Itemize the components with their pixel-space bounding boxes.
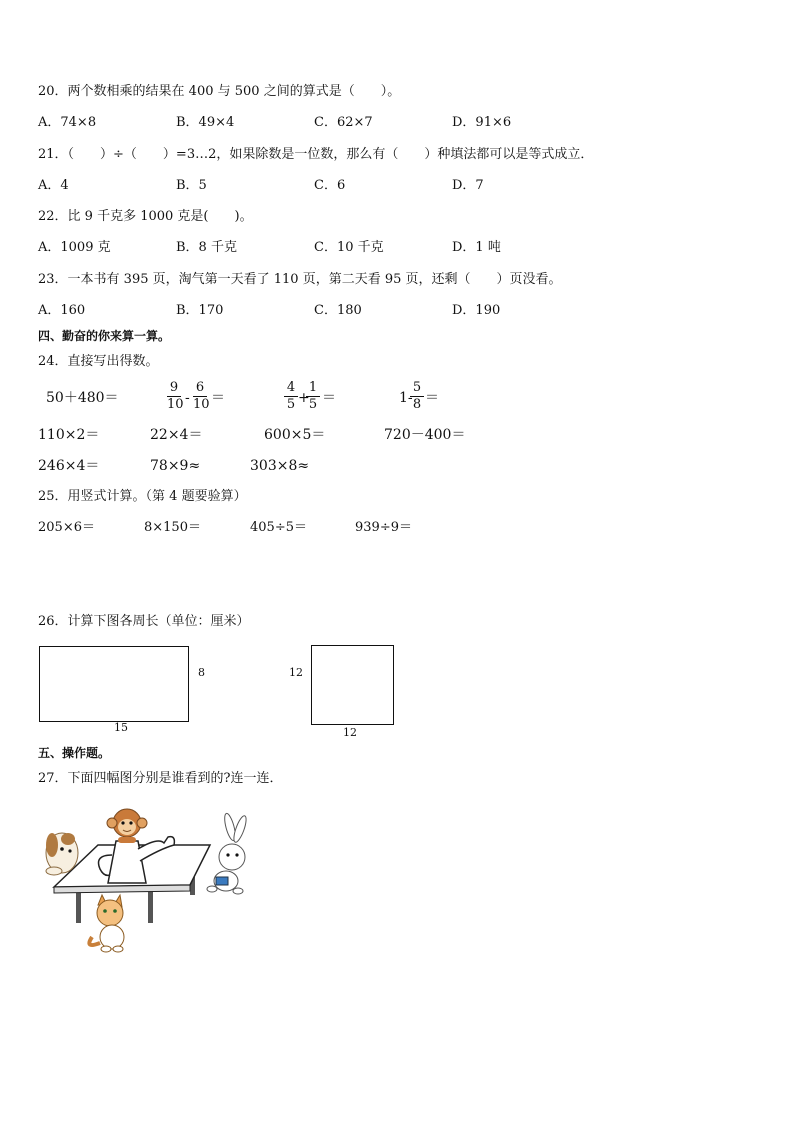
q24-eq-3: ＝	[425, 390, 439, 406]
q24-row2-item-3: 600×5＝	[264, 427, 326, 443]
q27-stem: 27．下面四幅图分别是谁看到的?连一连．	[38, 771, 283, 786]
section-5-title: 五、操作题。	[38, 746, 111, 760]
q24-eq-2: ＝	[322, 390, 336, 406]
q20-option-d: D．91×6	[452, 115, 512, 130]
q23-option-d: D．190	[452, 303, 501, 318]
q24-frac-2a	[284, 381, 298, 412]
q24-frac-1b	[193, 380, 210, 412]
q25-item-1: 205×6＝	[38, 520, 95, 535]
q24-row3-item-2: 78×9≈	[150, 458, 201, 474]
denominator: 5	[286, 397, 296, 412]
q20-option-c: C．62×7	[314, 115, 373, 130]
denominator: 5	[308, 397, 318, 412]
q26-stem: 26．计算下图各周长（单位：厘米）	[38, 614, 250, 629]
denominator: 10	[193, 397, 210, 412]
q24-row3-item-3: 303×8≈	[250, 458, 310, 474]
q20-option-b: B．49×4	[176, 115, 235, 130]
square-figure	[311, 645, 394, 725]
q22-option-b: B．8 千克	[176, 240, 237, 255]
square-side-bottom-label: 12	[343, 726, 357, 739]
section-4-title: 四、勤奋的你来算一算。	[38, 329, 171, 343]
q24-frac-1a	[167, 380, 184, 412]
q24-eq-1: ＝	[211, 390, 225, 406]
numerator: 6	[195, 380, 205, 395]
numerator: 4	[286, 380, 296, 395]
q23-option-b: B．170	[176, 303, 224, 318]
numerator: 1	[308, 380, 318, 395]
q21-option-a: A．4	[38, 178, 69, 193]
q20-option-a: A．74×8	[38, 115, 97, 130]
rabbit-icon	[207, 812, 249, 894]
q24-row2-item-4: 720－400＝	[384, 427, 466, 443]
q24-row3-item-1: 246×4＝	[38, 458, 100, 474]
q24-pre-3: 1-	[399, 390, 413, 406]
q24-row2-item-2: 22×4＝	[150, 427, 203, 443]
monkey-icon	[107, 809, 147, 843]
numerator: 9	[169, 380, 179, 395]
q22-option-d: D．1 吨	[452, 240, 501, 255]
q24-op-1: -	[185, 390, 190, 406]
q21-option-b: B．5	[176, 178, 207, 193]
scene-illustration	[40, 805, 255, 955]
q25-item-4: 939÷9＝	[355, 520, 412, 535]
q24-row2-item-1: 110×2＝	[38, 427, 100, 443]
q21-option-d: D．7	[452, 178, 484, 193]
q21-stem: 21．（ ）÷（ ）=3…2，如果除数是一位数，那么有（ ）种填法都可以是等式成立．	[38, 147, 594, 162]
q24-frac-2b	[306, 381, 320, 412]
q23-option-c: C．180	[314, 303, 362, 318]
q25-item-3: 405÷5＝	[250, 520, 307, 535]
q22-stem: 22．比 9 千克多 1000 克是( )。	[38, 209, 253, 224]
q25-item-2: 8×150＝	[144, 520, 201, 535]
numerator: 5	[412, 380, 422, 395]
q23-option-a: A．160	[38, 303, 86, 318]
q24-frac-3	[410, 381, 424, 412]
q21-option-c: C．6	[314, 178, 346, 193]
denominator: 8	[412, 397, 422, 412]
q23-stem: 23．一本书有 395 页，淘气第一天看了 110 页，第二天看 95 页，还剩（ ）页没看。	[38, 272, 562, 287]
rect-height-label: 8	[198, 666, 205, 679]
q25-stem: 25．用竖式计算。（第 4 题要验算）	[38, 489, 247, 504]
cat-icon	[89, 895, 124, 952]
rect-width-label: 15	[114, 721, 128, 734]
q20-stem: 20．两个数相乘的结果在 400 与 500 之间的算式是（ ）。	[38, 84, 401, 99]
q24-expr-1: 50＋480＝	[46, 390, 119, 406]
denominator: 10	[167, 397, 184, 412]
q22-option-a: A．1009 克	[38, 240, 111, 255]
q22-option-c: C．10 千克	[314, 240, 384, 255]
q24-stem: 24．直接写出得数。	[38, 354, 159, 369]
q24-op-2: +	[298, 390, 310, 406]
square-side-left-label: 12	[289, 666, 303, 679]
rectangle-figure	[39, 646, 189, 722]
